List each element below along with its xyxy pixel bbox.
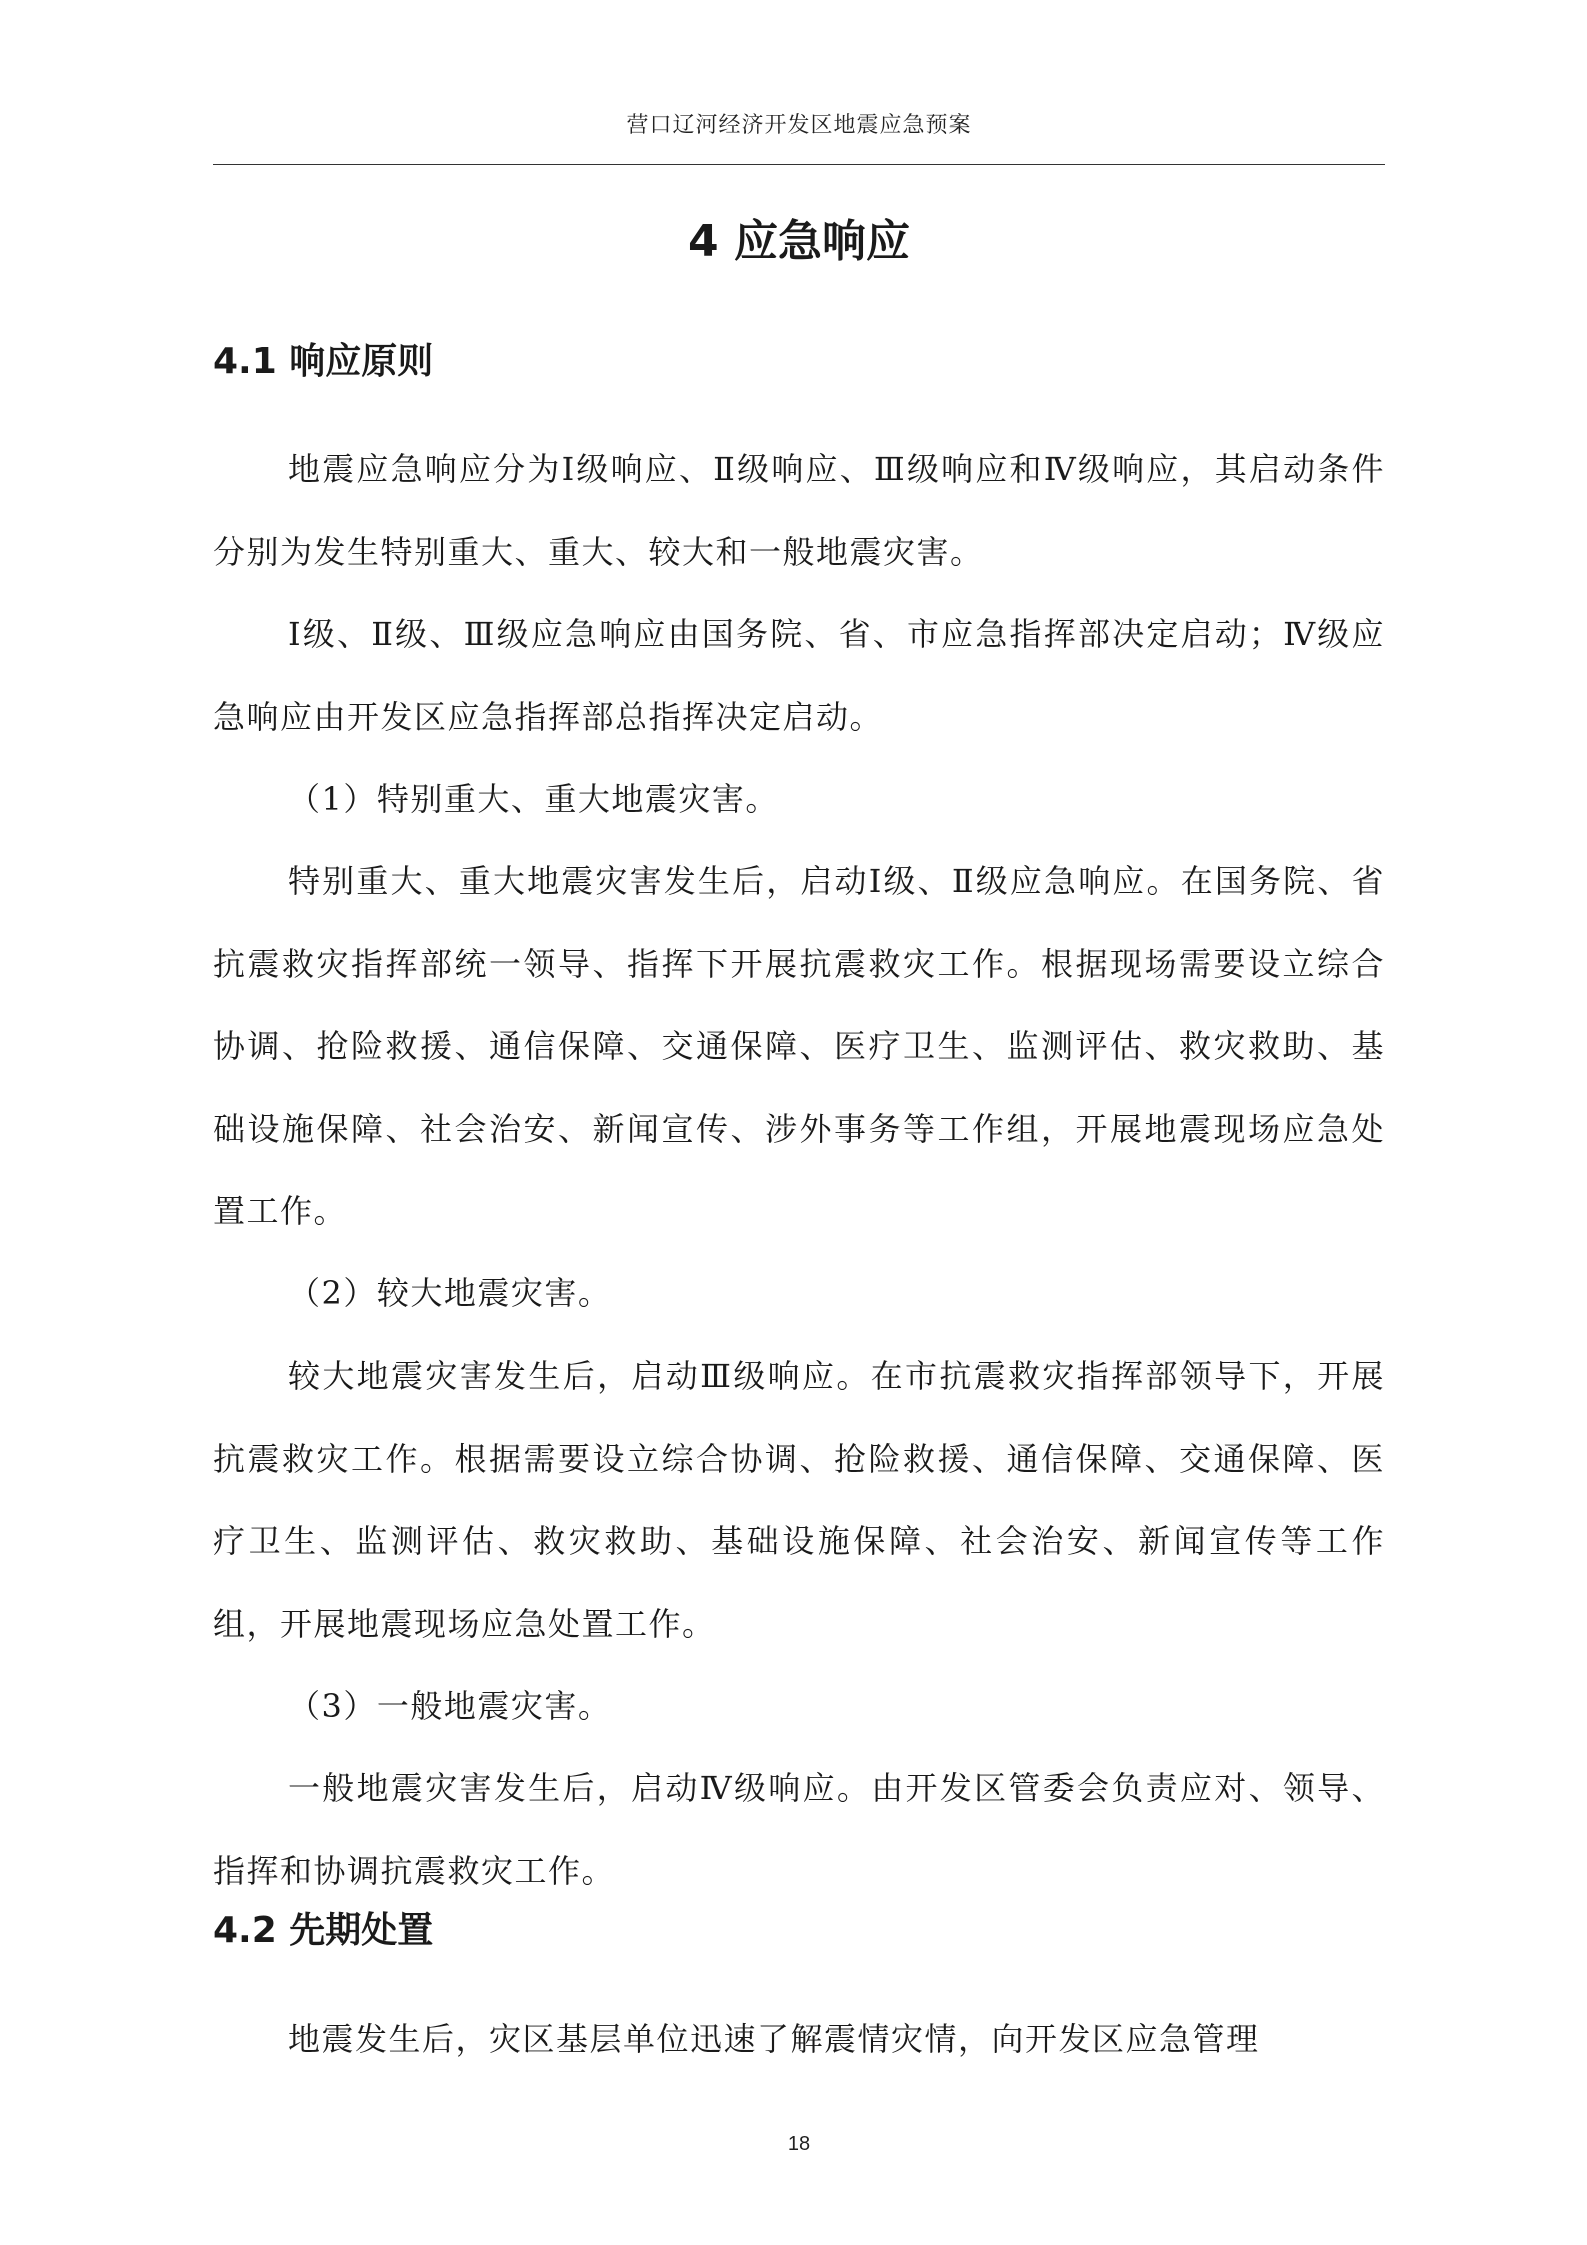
page-number: 18 bbox=[787, 2133, 811, 2155]
paragraph-initial-response: 地震发生后，灾区基层单位迅速了解震情灾情，向开发区应急管理 bbox=[288, 2020, 1260, 2058]
chapter-title: 4 应急响应 bbox=[688, 216, 910, 267]
paragraph-item-3-heading: （3）一般地震灾害。 bbox=[288, 1687, 612, 1725]
running-header: 营口辽河经济开发区地震应急预案 bbox=[626, 113, 972, 138]
paragraph-item-1-heading: （1）特别重大、重大地震灾害。 bbox=[288, 780, 779, 818]
paragraph-item-3-body: 一般地震灾害发生后，启动Ⅳ级响应。由开发区管委会负责应对、领导、指挥和协调抗震救灾工作。 bbox=[213, 1769, 1385, 1890]
header-divider bbox=[213, 164, 1385, 165]
paragraph-item-1-body: 特别重大、重大地震灾害发生后，启动Ⅰ级、Ⅱ级应急响应。在国务院、省抗震救灾指挥部统一领导、指挥下开展抗震救灾工作。根据现场需要设立综合协调、抢险救援、通信保障、交通保障、医疗卫生、监测评估、救灾救助、基础设施保障、社会治安、新闻宣传、涉外事务等工作组，开展地震现场应急处置工作。 bbox=[213, 862, 1385, 1230]
paragraph-item-2-body: 较大地震灾害发生后，启动Ⅲ级响应。在市抗震救灾指挥部领导下，开展抗震救灾工作。根据需要设立综合协调、抢险救援、通信保障、交通保障、医疗卫生、监测评估、救灾救助、基础设施保障、社会治安、新闻宣传等工作组，开展地震现场应急处置工作。 bbox=[213, 1357, 1385, 1643]
paragraph-response-levels: 地震应急响应分为Ⅰ级响应、Ⅱ级响应、Ⅲ级响应和Ⅳ级响应，其启动条件分别为发生特别重大、重大、较大和一般地震灾害。 bbox=[213, 450, 1385, 571]
section-heading-4-1: 4.1 响应原则 bbox=[213, 341, 434, 382]
paragraph-activation-authority: Ⅰ级、Ⅱ级、Ⅲ级应急响应由国务院、省、市应急指挥部决定启动；Ⅳ级应急响应由开发区应急指挥部总指挥决定启动。 bbox=[213, 615, 1385, 736]
section-heading-4-2: 4.2 先期处置 bbox=[213, 1910, 434, 1951]
paragraph-item-2-heading: （2）较大地震灾害。 bbox=[288, 1274, 612, 1312]
